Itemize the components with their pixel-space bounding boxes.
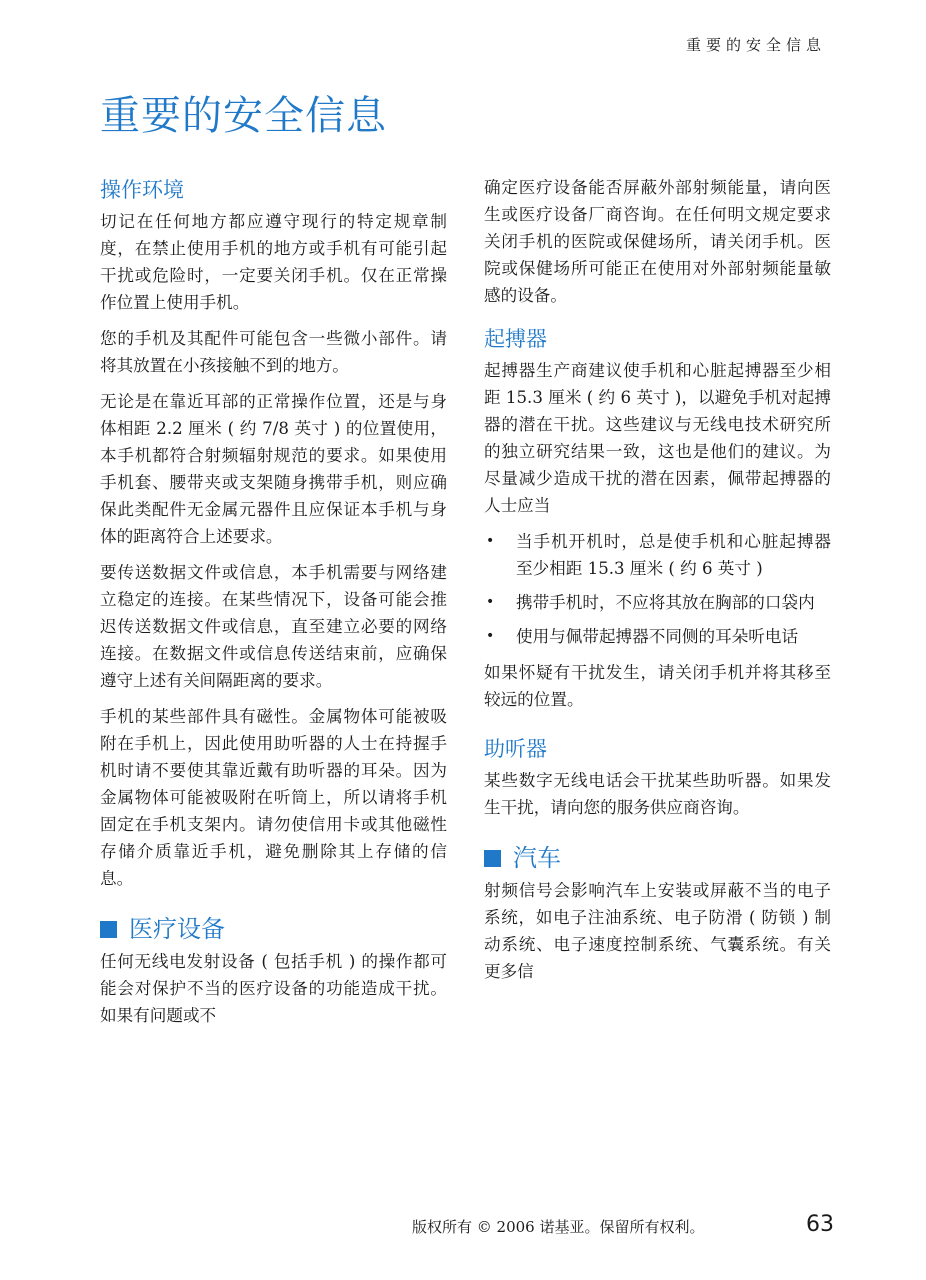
- heading-text: 汽车: [513, 844, 561, 872]
- section-hearing-aids: [484, 733, 831, 821]
- section-medical-continued: [484, 174, 831, 309]
- heading-vehicles: [484, 841, 831, 875]
- section-pacemaker: [484, 323, 831, 713]
- section-operating-environment: [100, 174, 447, 892]
- paragraph: 如果怀疑有干扰发生，请关闭手机并将其移至较远的位置。: [484, 663, 831, 709]
- page-title: 重要的安全信息: [100, 93, 387, 139]
- running-header: 重要的安全信息: [685, 36, 826, 54]
- list-item: [484, 528, 831, 582]
- pacemaker-bullet-list: [484, 528, 831, 650]
- paragraph: 射频信号会影响汽车上安装或屏蔽不当的电子系统，如电子注油系统、电子防滑 ( 防锁 ) 制动系统、电子速度控制系统、气囊系统。有关更多信: [484, 881, 831, 981]
- paragraph: 某些数字无线电话会干扰某些助听器。如果发生干扰，请向您的服务供应商咨询。: [484, 771, 831, 817]
- blue-square-icon: [100, 921, 117, 938]
- list-item: [484, 623, 831, 650]
- footer-copyright: 版权所有 © 2006 诺基亚。保留所有权利。: [412, 1218, 705, 1236]
- bullet-icon: •: [486, 533, 495, 549]
- heading-hearing-aids: 助听器: [484, 737, 547, 761]
- list-item-text: 携带手机时，不应将其放在胸部的口袋内: [516, 593, 815, 612]
- blue-square-icon: [484, 850, 501, 867]
- page-number: 63: [806, 1212, 834, 1237]
- right-column: [484, 174, 831, 999]
- paragraph: 任何无线电发射设备 ( 包括手机 ) 的操作都可能会对保护不当的医疗设备的功能造成干扰。如果有问题或不: [100, 952, 447, 1025]
- heading-operating-environment: 操作环境: [100, 178, 184, 202]
- paragraph: 要传送数据文件或信息，本手机需要与网络建立稳定的连接。在某些情况下，设备可能会推迟传送数据文件或信息，直至建立必要的网络连接。在数据文件或信息传送结束前，应确保遵守上述有关间隔距离的要求。: [100, 563, 447, 690]
- section-medical-devices: [100, 912, 447, 1029]
- paragraph: 确定医疗设备能否屏蔽外部射频能量，请向医生或医疗设备厂商咨询。在任何明文规定要求关闭手机的医院或保健场所，请关闭手机。医院或保健场所可能正在使用对外部射频能量敏感的设备。: [484, 178, 831, 305]
- list-item-text: 当手机开机时，总是使手机和心脏起搏器至少相距 15.3 厘米 ( 约 6 英寸 ): [516, 532, 831, 578]
- paragraph: 切记在任何地方都应遵守现行的特定规章制度，在禁止使用手机的地方或手机有可能引起干扰或危险时，一定要关闭手机。仅在正常操作位置上使用手机。: [100, 212, 447, 312]
- bullet-icon: •: [486, 628, 495, 644]
- paragraph: 手机的某些部件具有磁性。金属物体可能被吸附在手机上，因此使用助听器的人士在持握手机时请不要使其靠近戴有助听器的耳朵。因为金属物体可能被吸附在听筒上，所以请将手机固定在手机支架内。请勿使信用卡或其他磁性存储介质靠近手机，避免删除其上存储的信息。: [100, 707, 447, 888]
- heading-pacemaker: 起搏器: [484, 327, 547, 351]
- heading-text: 医疗设备: [129, 915, 225, 943]
- bullet-icon: •: [486, 594, 495, 610]
- left-column: [100, 174, 447, 1043]
- list-item-text: 使用与佩带起搏器不同侧的耳朵听电话: [516, 627, 799, 646]
- section-vehicles: [484, 841, 831, 985]
- heading-medical-devices: [100, 912, 447, 946]
- paragraph: 起搏器生产商建议使手机和心脏起搏器至少相距 15.3 厘米 ( 约 6 英寸 )，以避免手机对起搏器的潜在干扰。这些建议与无线电技术研究所的独立研究结果一致，这也是他们的建议。为尽量减少造成干扰的潜在因素，佩带起搏器的人士应当: [484, 361, 831, 515]
- paragraph: 无论是在靠近耳部的正常操作位置，还是与身体相距 2.2 厘米 ( 约 7/8 英寸 ) 的位置使用，本手机都符合射频辐射规范的要求。如果使用手机套、腰带夹或支架随身携带手机，则应确保此类配件无金属元器件且应保证本手机与身体的距离符合上述要求。: [100, 392, 447, 546]
- paragraph: 您的手机及其配件可能包含一些微小部件。请将其放置在小孩接触不到的地方。: [100, 329, 447, 375]
- list-item: [484, 589, 831, 616]
